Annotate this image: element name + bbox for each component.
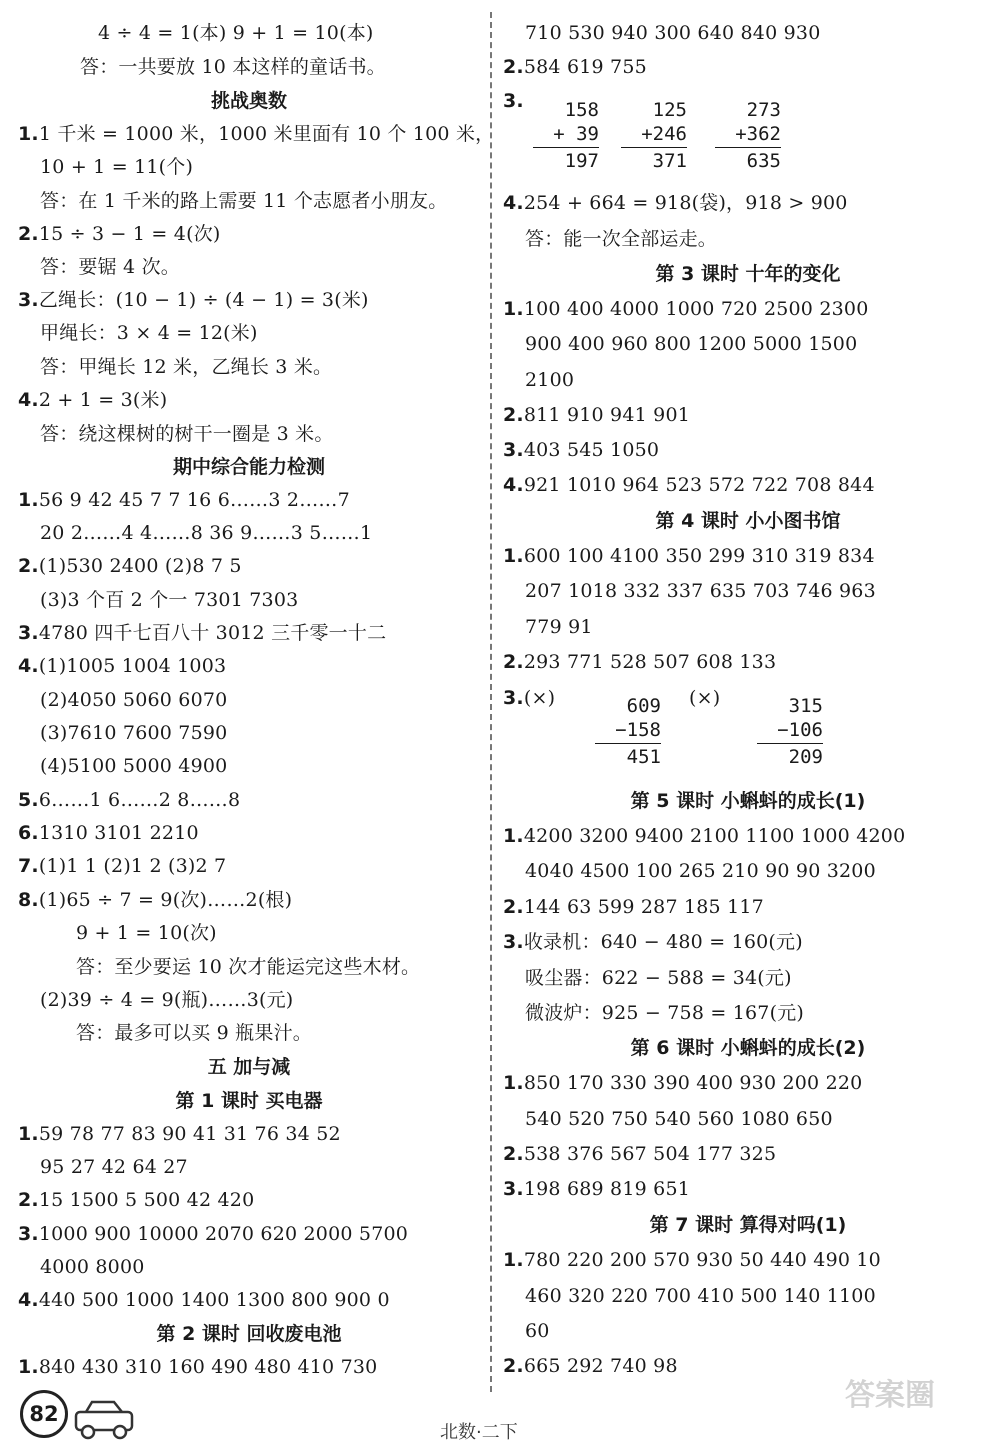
answer-text: 198 689 819 651 (523, 1178, 691, 1200)
item-number: 4. (18, 389, 39, 411)
item-number: 2. (503, 1143, 524, 1165)
answer-line (503, 929, 803, 955)
difference-rule (595, 743, 661, 744)
answer-line (503, 472, 875, 498)
vertical-addition (533, 98, 599, 173)
item-number: 1. (18, 1356, 39, 1378)
operand: 158 (564, 99, 599, 121)
answer-text: (1)1 1 (2)1 2 (3)2 7 (38, 855, 227, 877)
item-number: 1. (503, 545, 524, 567)
operand: −158 (615, 719, 661, 741)
lesson-heading: 第 2 课时 回收废电池 (156, 1323, 342, 1345)
item-number: 4. (503, 474, 524, 496)
item-number: 1. (18, 123, 39, 145)
answer-line (18, 1221, 408, 1247)
item-number: 4. (18, 655, 39, 677)
answer-text: 254 + 664 = 918(袋)，918 > 900 (523, 192, 848, 214)
car-icon (70, 1398, 140, 1442)
answer-text: 1 千米 = 1000 米，1000 米里面有 10 个 100 米， (38, 123, 495, 145)
answer-line: 答：绕这棵树的树干一圈是 3 米。 (40, 423, 334, 445)
answer-line (503, 649, 776, 675)
page-number: 82 (20, 1390, 68, 1438)
answer-line (18, 553, 242, 579)
answer-line: 460 320 220 700 410 500 140 1100 (525, 1285, 876, 1307)
answer-line (18, 387, 167, 413)
item-number: 2. (503, 1355, 524, 1377)
answer-line (503, 1176, 690, 1202)
answer-line (503, 54, 647, 80)
answer-line (503, 1141, 776, 1167)
answer-text: 840 430 310 160 490 480 410 730 (38, 1356, 378, 1378)
answer-line (503, 1247, 881, 1273)
watermark-logo: 答案圈 (845, 1378, 935, 1413)
answer-line (18, 487, 350, 513)
answer-line (503, 823, 905, 849)
item-number: 3. (503, 439, 524, 461)
lesson-heading: 第 6 课时 小蝌蚪的成长(2) (630, 1037, 866, 1059)
item-number: 1. (503, 825, 524, 847)
item-number: 2. (18, 555, 39, 577)
answer-line: (3)7610 7600 7590 (40, 722, 228, 744)
result: 635 (746, 150, 781, 172)
item-number: 7. (18, 855, 39, 877)
answer-text: 921 1010 964 523 572 722 708 844 (523, 474, 875, 496)
answer-line: 2100 (525, 369, 575, 391)
answer-line (18, 887, 292, 913)
answer-line (503, 543, 875, 569)
answer-line: 779 91 (525, 616, 593, 638)
answer-line (503, 1353, 678, 1379)
answer-line: (4)5100 5000 4900 (40, 755, 228, 777)
answer-line: 9 + 1 = 10(次) (76, 922, 217, 944)
answer-text: 4200 3200 9400 2100 1100 1000 4200 (523, 825, 906, 847)
answer-text: 4780 四千七百八十 3012 三千零一十二 (38, 622, 387, 644)
answer-text: 15 1500 5 500 42 420 (38, 1189, 255, 1211)
answer-line (18, 653, 226, 679)
answer-line: 答：一共要放 10 本这样的童话书。 (80, 56, 386, 78)
item-number: 3. (18, 1223, 39, 1245)
answer-line: 答：至少要运 10 次才能运完这些木材。 (76, 956, 421, 978)
lesson-heading: 第 3 课时 十年的变化 (655, 263, 841, 285)
result: 209 (788, 746, 823, 768)
section-heading: 挑战奥数 (210, 90, 287, 112)
answer-line (503, 437, 659, 463)
item-number: 3. (503, 687, 524, 709)
item-number: 1. (503, 1072, 524, 1094)
answer-text: 144 63 599 287 185 117 (523, 896, 764, 918)
answer-line: 207 1018 332 337 635 703 746 963 (525, 580, 876, 602)
answer-text: (1)530 2400 (2)8 7 5 (38, 555, 242, 577)
operand: −106 (777, 719, 823, 741)
answer-line (503, 894, 764, 920)
answer-text: 100 400 4000 1000 720 2500 2300 (523, 298, 869, 320)
section-heading: 期中综合能力检测 (172, 456, 325, 478)
item-number: 3. (503, 931, 524, 953)
answer-text: (×) (523, 687, 556, 709)
answer-line (18, 820, 199, 846)
answer-text: 293 771 528 507 608 133 (523, 651, 777, 673)
answer-line (503, 296, 869, 322)
answer-line (503, 88, 524, 114)
answer-line (18, 853, 226, 879)
answer-text: 780 220 200 570 930 50 440 490 10 (523, 1249, 881, 1271)
unit-heading: 五 加与减 (207, 1056, 291, 1078)
vertical-subtraction (595, 694, 661, 769)
item-number: 2. (503, 896, 524, 918)
column-divider (490, 12, 492, 1392)
answer-text: 2 + 1 = 3(米) (38, 389, 168, 411)
answer-line (18, 1187, 254, 1213)
sum-rule (533, 147, 599, 148)
answer-text: 403 545 1050 (523, 439, 660, 461)
result: 371 (652, 150, 687, 172)
answer-text: 811 910 941 901 (523, 404, 691, 426)
sum-rule (621, 147, 687, 148)
answer-text: 1000 900 10000 2070 620 2000 5700 (38, 1223, 409, 1245)
answer-line: 10 + 1 = 11(个) (40, 156, 194, 178)
answer-line: 甲绳长：3 × 4 = 12(米) (40, 322, 258, 344)
answer-line (18, 221, 221, 247)
book-title: 北数·二下 (440, 1422, 518, 1443)
lesson-heading: 第 1 课时 买电器 (175, 1090, 323, 1112)
answer-text: 56 9 42 45 7 7 16 6……3 2……7 (38, 489, 350, 511)
item-number: 1. (18, 1123, 39, 1145)
lesson-heading: 第 4 课时 小小图书馆 (655, 510, 841, 532)
answer-line: 95 27 42 64 27 (40, 1156, 188, 1178)
answer-line (503, 402, 690, 428)
operand: 609 (626, 695, 661, 717)
lesson-heading: 第 7 课时 算得对吗(1) (649, 1214, 847, 1236)
answer-text: 1310 3101 2210 (38, 822, 199, 844)
vertical-addition (621, 98, 687, 173)
item-number: 2. (503, 404, 524, 426)
item-number: 3. (503, 1178, 524, 1200)
answer-line: 4 ÷ 4 = 1(本) 9 + 1 = 10(本) (98, 22, 374, 44)
item-number: 4. (503, 192, 524, 214)
answer-line: (2)39 ÷ 4 = 9(瓶)……3(元) (40, 989, 294, 1011)
item-number: 4. (18, 1289, 39, 1311)
answer-line (18, 787, 240, 813)
answer-line: (×) (689, 687, 721, 709)
answer-line: 答：甲绳长 12 米，乙绳长 3 米。 (40, 356, 333, 378)
answer-text: 600 100 4100 350 299 310 319 834 (523, 545, 875, 567)
answer-line: 答：在 1 千米的路上需要 11 个志愿者小朋友。 (40, 190, 448, 212)
answer-text: 15 ÷ 3 − 1 = 4(次) (38, 223, 221, 245)
answer-text: 665 292 740 98 (523, 1355, 678, 1377)
answer-line (18, 1121, 341, 1147)
answer-line: 540 520 750 540 560 1080 650 (525, 1108, 833, 1130)
answer-line: (2)4050 5060 6070 (40, 689, 228, 711)
answer-line: 微波炉：925 − 758 = 167(元) (525, 1002, 805, 1024)
item-number: 1. (503, 298, 524, 320)
operand: +246 (641, 123, 687, 145)
answer-line: 答：能一次全部运走。 (525, 228, 718, 250)
answer-line (503, 685, 555, 711)
operand: 125 (652, 99, 687, 121)
answer-line: (3)3 个百 2 个一 7301 7303 (40, 589, 299, 611)
answer-text: 收录机：640 − 480 = 160(元) (523, 931, 803, 953)
vertical-subtraction (757, 694, 823, 769)
answer-line (18, 620, 386, 646)
item-number: 3. (18, 289, 39, 311)
item-number: 1. (503, 1249, 524, 1271)
item-number: 2. (503, 651, 524, 673)
answer-line: 4040 4500 100 265 210 90 90 3200 (525, 860, 876, 882)
answer-line: 答：要锯 4 次。 (40, 256, 180, 278)
answer-text: 440 500 1000 1400 1300 800 900 0 (38, 1289, 390, 1311)
sum-rule (715, 147, 781, 148)
operand: +362 (735, 123, 781, 145)
operand: + 39 (553, 123, 599, 145)
result: 451 (626, 746, 661, 768)
answer-text: 59 78 77 83 90 41 31 76 34 52 (38, 1123, 341, 1145)
operand: 315 (788, 695, 823, 717)
answer-line: 吸尘器：622 − 588 = 34(元) (525, 967, 792, 989)
item-number: 6. (18, 822, 39, 844)
answer-line (18, 287, 369, 313)
item-number: 2. (18, 1189, 39, 1211)
item-number: 5. (18, 789, 39, 811)
item-number: 8. (18, 889, 39, 911)
answer-text: 850 170 330 390 400 930 200 220 (523, 1072, 863, 1094)
answer-line (503, 190, 848, 216)
vertical-addition (715, 98, 781, 173)
answer-text: 584 619 755 (523, 56, 647, 78)
answer-line: 60 (525, 1320, 550, 1342)
answer-line: 4000 8000 (40, 1256, 145, 1278)
item-number: 3. (503, 90, 524, 112)
item-number: 2. (18, 223, 39, 245)
answer-text: 乙绳长：(10 − 1) ÷ (4 − 1) = 3(米) (38, 289, 369, 311)
item-number: 1. (18, 489, 39, 511)
answer-line (18, 1287, 390, 1313)
lesson-heading: 第 5 课时 小蝌蚪的成长(1) (630, 790, 866, 812)
answer-text: (1)1005 1004 1003 (38, 655, 227, 677)
operand: 273 (746, 99, 781, 121)
answer-line: 答：最多可以买 9 瓶果汁。 (76, 1022, 312, 1044)
result: 197 (564, 150, 599, 172)
answer-line: 710 530 940 300 640 840 930 (525, 22, 821, 44)
answer-line (503, 1070, 862, 1096)
answer-line: 900 400 960 800 1200 5000 1500 (525, 333, 858, 355)
answer-line (18, 121, 494, 147)
item-number: 3. (18, 622, 39, 644)
answer-line (18, 1354, 377, 1380)
difference-rule (757, 743, 823, 744)
answer-text: 538 376 567 504 177 325 (523, 1143, 777, 1165)
answer-text: 6……1 6……2 8……8 (38, 789, 241, 811)
answer-line: 20 2……4 4……8 36 9……3 5……1 (40, 522, 373, 544)
item-number: 2. (503, 56, 524, 78)
answer-text: (1)65 ÷ 7 = 9(次)……2(根) (38, 889, 293, 911)
